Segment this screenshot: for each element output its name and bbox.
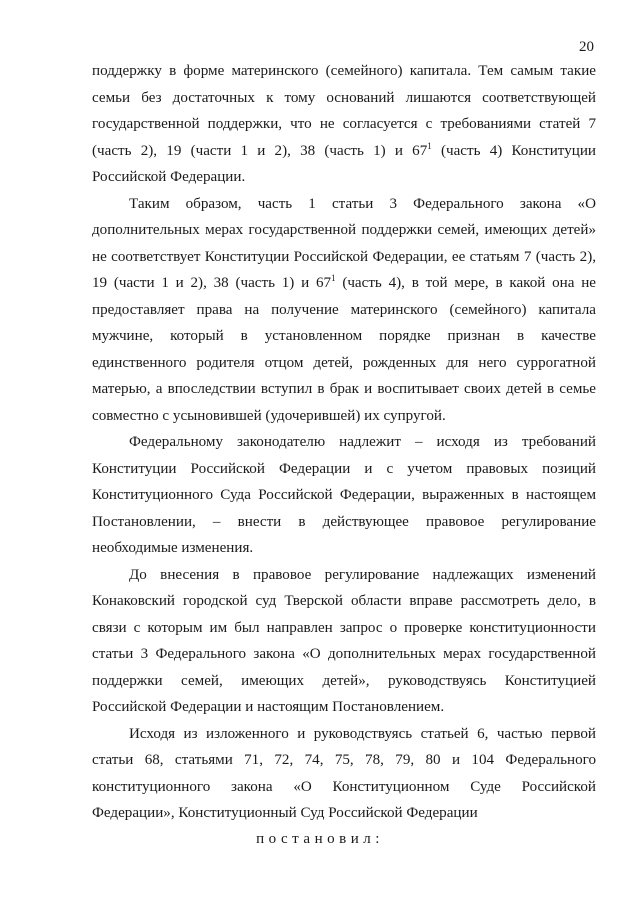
superscript: 1 <box>331 273 336 283</box>
paragraph-2: Таким образом, часть 1 статьи 3 Федерального закона «О дополнительных мерах государственной поддержки семей, имеющих детей» не соответствует Конституции Российской Федерации, ее статьям 7 (часть 2), 19 (части 1 и 2), 38 (часть 1) и $67^1$ (часть 4), в той мере, в какой она не предоставляет права на получение материнского (семейного) капитала мужчине, который в установленном порядке признан в качестве единственного родителя отцом детей, рожденных для него суррогатной матерью, а впоследствии вступил в брак и воспитывает своих детей в семье совместно с усыновившей (удочерившей) их супругой. <box>92 195 596 424</box>
document-body <box>92 58 596 827</box>
paragraph-1: поддержку в форме материнского (семейного) капитала. Тем самым такие семьи без достаточных к тому оснований лишаются соответствующей государственной поддержки, что не согласуется с требованиями статей 7 (часть 2), 19 (части 1 и 2), 38 (часть 1) и $67^1$ (часть 4) Конституции Российской Федерации. <box>92 63 596 185</box>
superscript: 1 <box>427 140 432 151</box>
paragraph-5: Исходя из изложенного и руководствуясь статьей 6, частью первой статьи 68, статьями 71, 72, 74, 75, 78, 79, 80 и 104 Федерального конституционного закона «О Конституционном Суде Российской Федерации», Конституционный Суд Российской Федерации <box>92 725 596 821</box>
decision-heading: постановил: <box>256 831 384 847</box>
paragraph-3: Федеральному законодателю надлежит – исходя из требований Конституции Российской Федерации и с учетом правовых позиций Конституционного Суда Российской Федерации, выраженных в настоящем Постановлении, – внести в действующее правовое регулирование необходимые изменения. <box>92 434 596 556</box>
page-number: 20 <box>579 39 594 55</box>
paragraph-4: До внесения в правовое регулирование надлежащих изменений Конаковский городской суд Тверской области вправе рассмотреть дело, в связи с которым им был направлен запрос о проверке конституционности статьи 3 Федерального закона «О дополнительных мерах государственной поддержки семей, имеющих детей», руководствуясь Конституцией Российской Федерации и настоящим Постановлением. <box>92 566 596 715</box>
